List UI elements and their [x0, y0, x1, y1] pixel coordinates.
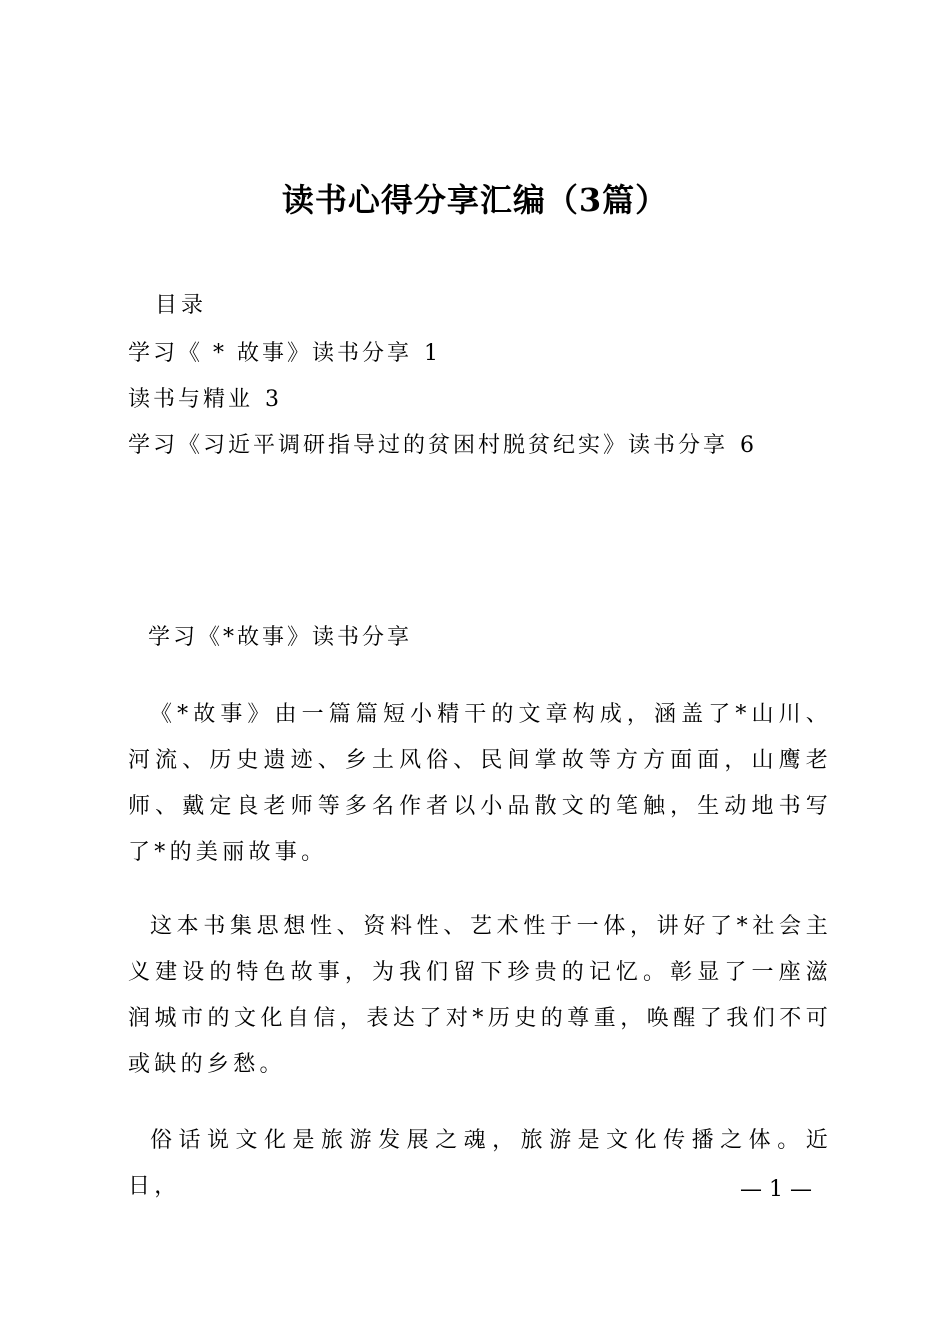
toc-entry-label: 学习《 * 故事》读书分享	[128, 341, 412, 366]
toc-entry[interactable]	[128, 430, 754, 462]
body-paragraph: 这本书集思想性、资料性、艺术性于一体，讲好了*社会主义建设的特色故事，为我们留下珍贵的记忆。彰显了一座滋润城市的文化自信，表达了对*历史的尊重，唤醒了我们不可或缺的乡愁。	[128, 914, 832, 1077]
toc-entry-label: 读书与精业	[128, 387, 254, 412]
toc-entry-label: 学习《习近平调研指导过的贫困村脱贫纪实》读书分享	[128, 433, 729, 458]
body-paragraph: 俗话说文化是旅游发展之魂，旅游是文化传播之体。近日，	[128, 1128, 832, 1199]
toc-entry-page: 3	[265, 387, 280, 412]
section-title: 学习《*故事》读书分享	[148, 625, 413, 650]
toc-entry-page: 1	[424, 341, 438, 366]
toc-entry[interactable]	[128, 384, 279, 416]
body-paragraph: 《*故事》由一篇篇短小精干的文章构成，涵盖了*山川、河流、历史遗迹、乡土风俗、民间掌故等方方面面，山鹰老师、戴定良老师等多名作者以小品散文的笔触，生动地书写了*的美丽故事。	[128, 702, 832, 865]
toc-entry[interactable]	[128, 338, 438, 370]
toc-entry-page: 6	[740, 433, 755, 458]
toc-heading: 目录	[155, 293, 208, 318]
document-title: 读书心得分享汇编（3篇）	[281, 181, 669, 219]
page-number: — 1 —	[740, 1177, 812, 1202]
